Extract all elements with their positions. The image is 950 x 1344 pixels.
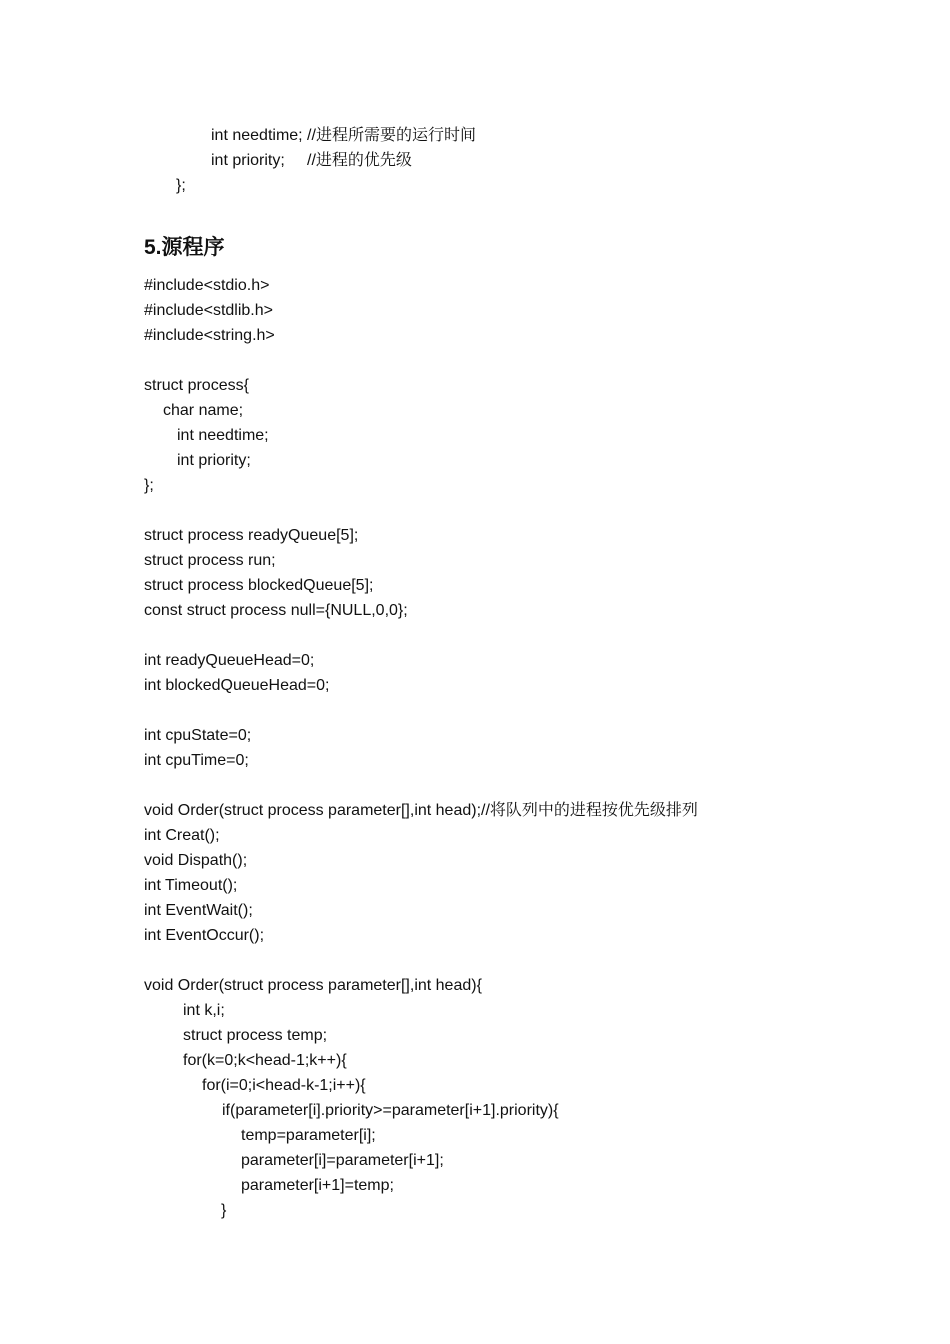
code-line: for(i=0;i<head-k-1;i++){ xyxy=(202,1077,366,1094)
code-line: #include<stdio.h> xyxy=(144,277,270,294)
code-line: }; xyxy=(144,477,154,494)
code-line: struct process{ xyxy=(144,377,249,394)
code-line: int priority; xyxy=(177,452,251,469)
code-line: struct process run; xyxy=(144,552,276,569)
code-line: int blockedQueueHead=0; xyxy=(144,677,330,694)
code-line: for(k=0;k<head-1;k++){ xyxy=(183,1052,347,1069)
code-line: struct process blockedQueue[5]; xyxy=(144,577,374,594)
code-line: #include<string.h> xyxy=(144,327,275,344)
code-line: int cpuTime=0; xyxy=(144,752,249,769)
code-line: int Creat(); xyxy=(144,827,220,844)
code-line: int Timeout(); xyxy=(144,877,238,894)
intro-line: int needtime; //进程所需要的运行时间 xyxy=(211,127,476,144)
code-line: if(parameter[i].priority>=parameter[i+1].priority){ xyxy=(222,1102,559,1119)
code-line: struct process readyQueue[5]; xyxy=(144,527,359,544)
code-line: void Dispath(); xyxy=(144,852,248,869)
code-line: int cpuState=0; xyxy=(144,727,252,744)
intro-line: int priority; //进程的优先级 xyxy=(211,152,412,169)
intro-line: }; xyxy=(176,177,186,194)
code-line: #include<stdlib.h> xyxy=(144,302,273,319)
code-line: parameter[i]=parameter[i+1]; xyxy=(241,1152,444,1169)
code-line: } xyxy=(221,1202,227,1219)
code-line: int EventOccur(); xyxy=(144,927,265,944)
code-line: int needtime; xyxy=(177,427,269,444)
section-heading: 5.源程序 xyxy=(144,236,225,259)
code-line: int EventWait(); xyxy=(144,902,253,919)
code-line: void Order(struct process parameter[],int head);//将队列中的进程按优先级排列 xyxy=(144,802,698,819)
code-line: struct process temp; xyxy=(183,1027,328,1044)
code-line: int k,i; xyxy=(183,1002,225,1019)
code-line: int readyQueueHead=0; xyxy=(144,652,315,669)
code-line: const struct process null={NULL,0,0}; xyxy=(144,602,408,619)
code-line: temp=parameter[i]; xyxy=(241,1127,376,1144)
code-line: char name; xyxy=(163,402,244,419)
code-line: void Order(struct process parameter[],int head){ xyxy=(144,977,482,994)
code-line: parameter[i+1]=temp; xyxy=(241,1177,394,1194)
